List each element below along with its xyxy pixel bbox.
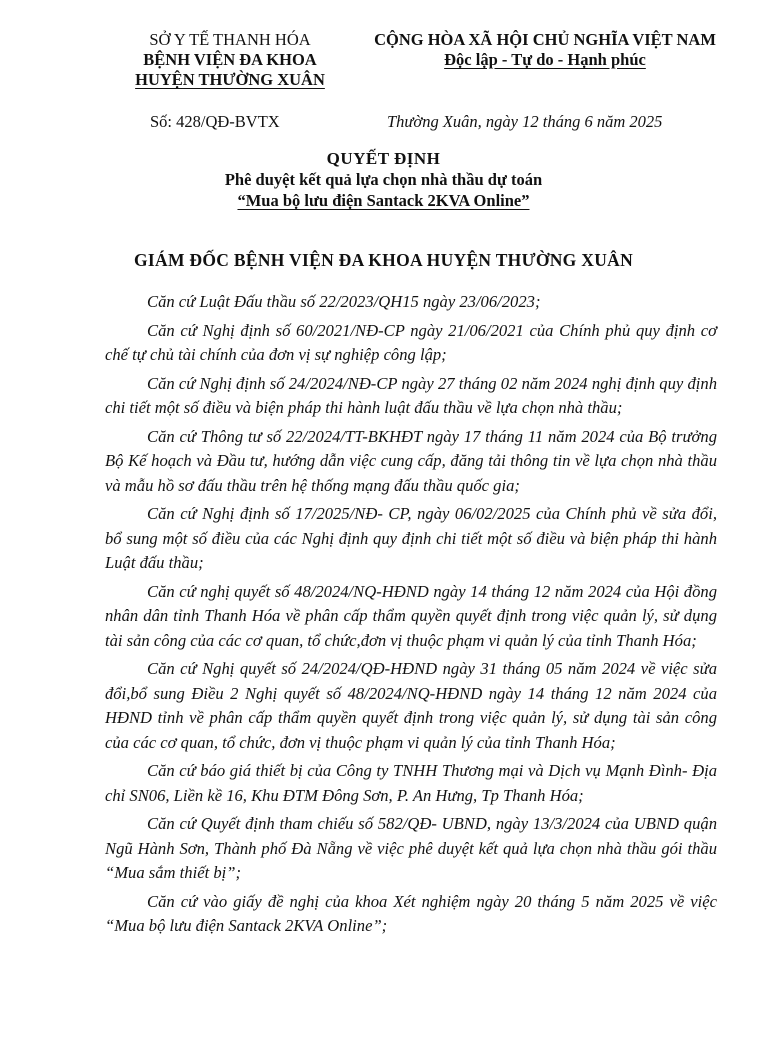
agency-district: HUYỆN THƯỜNG XUÂN: [135, 70, 325, 89]
agency-parent: SỞ Y TẾ THANH HÓA: [149, 30, 311, 49]
document-date: Thường Xuân, ngày 12 tháng 6 năm 2025: [387, 112, 663, 131]
agency-name: BỆNH VIỆN ĐA KHOA: [143, 50, 317, 69]
legal-basis-paragraph: Căn cứ Nghị định số 17/2025/NĐ- CP, ngày 06/02/2025 của Chính phủ về sửa đổi, bổ sung một số điều của các Nghị định quy định chi tiết một số điều và biện pháp thi hành Luật đấu thầu;: [105, 504, 717, 572]
legal-basis-paragraph: Căn cứ Nghị quyết số 24/2024/QĐ-HĐND ngày 31 tháng 05 năm 2024 về việc sửa đổi,bổ sung Điều 2 Nghị quyết số 48/2024/NQ-HĐND ngày 14 tháng 12 năm 2024 của HĐND tỉnh về phân cấp thẩm quyền quyết định trong việc quản lý, sử dụng tài sản công của các cơ quan, tổ chức, đơn vị thuộc phạm vi quản lý của tỉnh Thanh Hóa;: [105, 659, 717, 752]
legal-basis-paragraph: Căn cứ báo giá thiết bị của Công ty TNHH Thương mại và Dịch vụ Mạnh Đình- Địa chỉ SN06, Liền kề 16, Khu ĐTM Đông Sơn, P. An Hưng, Tp Thanh Hóa;: [105, 761, 717, 805]
title-decision: QUYẾT ĐỊNH: [326, 149, 441, 168]
document-title: [0, 148, 767, 211]
title-subject: Phê duyệt kết quả lựa chọn nhà thầu dự toán: [224, 170, 543, 189]
issuing-agency-block: [110, 30, 350, 90]
document-number: Số: 428/QĐ-BVTX: [150, 112, 280, 131]
legal-basis-paragraph: Căn cứ Quyết định tham chiếu số 582/QĐ- UBND, ngày 13/3/2024 của UBND quận Ngũ Hành Sơn, Thành phố Đà Nẵng về việc phê duyệt kết quả lựa chọn nhà thầu gói thầu “Mua sắm thiết bị”;: [105, 814, 717, 882]
legal-basis-paragraph: Căn cứ Nghị định số 60/2021/NĐ-CP ngày 21/06/2021 của Chính phủ quy định cơ chế tự chủ tài chính của đơn vị sự nghiệp công lập;: [105, 320, 717, 364]
legal-basis-paragraph: Căn cứ nghị quyết số 48/2024/NQ-HĐND ngày 14 tháng 12 năm 2024 của Hội đồng nhân dân tỉnh Thanh Hóa về phân cấp thẩm quyền quyết định trong việc quản lý, sử dụng tài sản công của các cơ quan, tổ chức,đơn vị thuộc phạm vi quản lý của tỉnh Thanh Hóa;: [105, 581, 717, 650]
national-motto: Độc lập - Tự do - Hạnh phúc: [444, 50, 646, 69]
legal-basis-list: [105, 290, 717, 943]
legal-basis-paragraph: Căn cứ vào giấy đề nghị của khoa Xét nghiệm ngày 20 tháng 5 năm 2025 về việc “Mua bộ lưu điện Santack 2KVA Online”;: [105, 891, 717, 935]
legal-basis-paragraph: Căn cứ Nghị định số 24/2024/NĐ-CP ngày 27 tháng 02 năm 2024 nghị định quy định chi tiết một số điều và biện pháp thi hành luật đấu thầu về lựa chọn nhà thầu;: [105, 373, 717, 417]
national-motto-block: [345, 30, 745, 70]
legal-basis-paragraph: Căn cứ Luật Đấu thầu số 22/2023/QH15 ngày 23/06/2023;: [147, 292, 541, 311]
country-name: CỘNG HÒA XÃ HỘI CHỦ NGHĨA VIỆT NAM: [374, 30, 716, 49]
title-item: “Mua bộ lưu điện Santack 2KVA Online”: [237, 191, 530, 210]
legal-basis-paragraph: Căn cứ Thông tư số 22/2024/TT-BKHĐT ngày 17 tháng 11 năm 2024 của Bộ trưởng Bộ Kế hoạch và Đầu tư, hướng dẫn việc cung cấp, đăng tải thông tin về lựa chọn nhà thầu và mẫu hồ sơ đấu thầu trên hệ thống mạng đấu thầu quốc gia;: [105, 426, 717, 495]
director-heading: GIÁM ĐỐC BỆNH VIỆN ĐA KHOA HUYỆN THƯỜNG XUÂN: [133, 250, 634, 270]
